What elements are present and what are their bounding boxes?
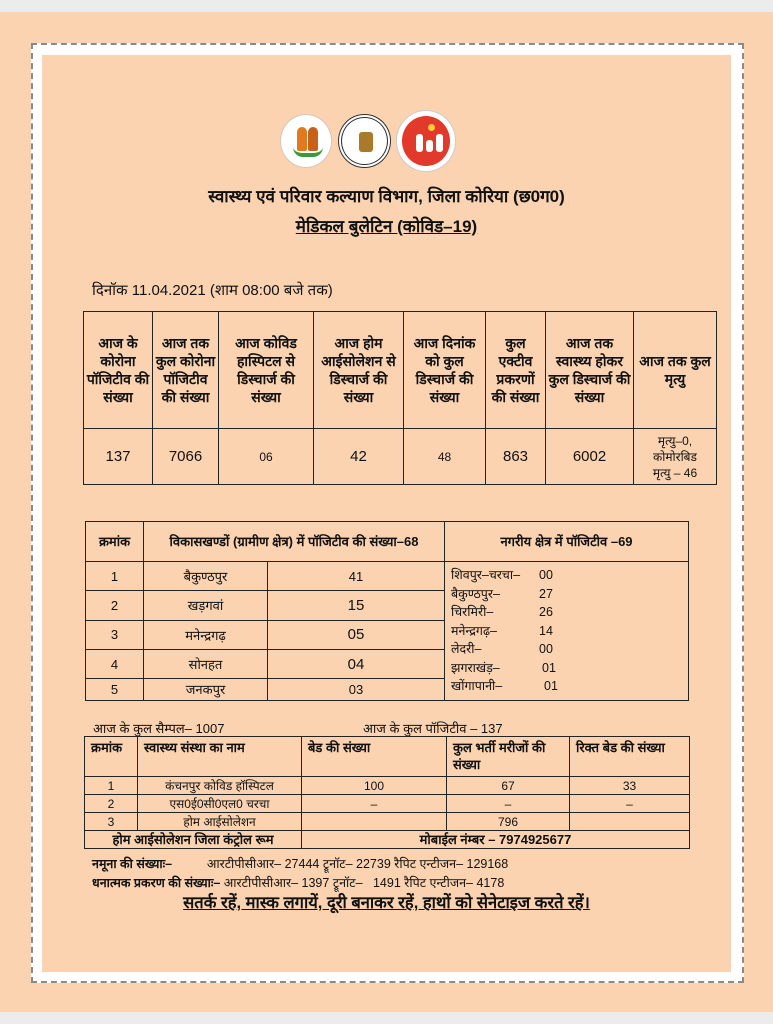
beds-cell: 100 — [302, 777, 447, 795]
admitted-cell: 796 — [447, 813, 570, 831]
positive-values: आरटीपीसीआर– 1397 ट्रूनॉट– 1491 रैपिट एन्टीजन– 4178 — [220, 876, 505, 890]
header-urban-positive: नगरीय क्षेत्र में पॉजिटीव –69 — [445, 522, 689, 562]
hospital-discharge-value: 06 — [219, 429, 314, 485]
header-active-cases: कुल एक्टीव प्रकरणों की संख्या — [486, 312, 546, 429]
admitted-cell: 67 — [447, 777, 570, 795]
header-admitted: कुल भर्ती मरीजों की संख्या — [447, 737, 570, 777]
state-emblem-icon — [338, 114, 390, 168]
block-name-cell: मनेन्द्रगढ़ — [144, 620, 268, 649]
urban-name: खोंगापानी– — [451, 679, 503, 693]
header-total-positive: आज तक कुल कोरोना पॉजिटीव की संख्या — [153, 312, 219, 429]
block-wise-table — [85, 521, 689, 701]
header-rural-positive: विकासखण्डों (ग्रामीण क्षेत्र) में पॉजिटीव की संख्या–68 — [144, 522, 445, 562]
beds-cell — [302, 813, 447, 831]
urban-item — [451, 603, 682, 622]
serial-cell: 3 — [86, 620, 144, 649]
control-room-mobile: मोबाईल नंम्बर – 7974925677 — [302, 831, 690, 849]
block-header-row — [86, 522, 689, 562]
block-name-cell: सोनहत — [144, 649, 268, 678]
urban-name: चिरमिरी– — [451, 605, 494, 619]
urban-count: 26 — [539, 605, 553, 619]
comorbid-deaths: मृत्यु – 46 — [652, 465, 698, 480]
serial-cell: 5 — [86, 679, 144, 700]
today-samples: आज के कुल सैम्पल– 1007 — [93, 721, 225, 736]
serial-cell: 3 — [85, 813, 138, 831]
vacant-cell: 33 — [570, 777, 690, 795]
table-row — [85, 777, 690, 795]
facility-name-cell: एस0ई0सी0एल0 चरचा — [138, 795, 302, 813]
block-name-cell: खड़गवां — [144, 591, 268, 620]
header-serial: क्रमांक — [85, 737, 138, 777]
today-positive-value: 137 — [84, 429, 153, 485]
block-count-cell: 04 — [268, 649, 445, 678]
urban-item — [451, 566, 682, 585]
summary-header-row — [84, 312, 717, 429]
beds-cell: – — [302, 795, 447, 813]
serial-cell: 2 — [86, 591, 144, 620]
header-today-positive: आज के कोरोना पॉजिटीव की संख्या — [84, 312, 153, 429]
table-row — [85, 795, 690, 813]
header-hospital-discharge: आज कोविड हास्पिटल से डिस्चार्ज की संख्या — [219, 312, 314, 429]
vacant-cell: – — [570, 795, 690, 813]
facility-name-cell: होम आईसोलेशन — [138, 813, 302, 831]
serial-cell: 2 — [85, 795, 138, 813]
block-count-cell: 15 — [268, 591, 445, 620]
safety-slogan — [42, 890, 731, 913]
urban-name: लेदरी– — [451, 642, 482, 656]
urban-name: शिवपुर–चरचा– — [451, 568, 521, 582]
header-total-recovered: आज तक स्वास्थ्य होकर कुल डिस्चार्ज की संख्या — [546, 312, 634, 429]
home-isolation-discharge-value: 42 — [314, 429, 404, 485]
bulletin-title — [42, 214, 731, 237]
bottom-margin-band — [0, 1012, 773, 1024]
urban-count: 00 — [539, 642, 553, 656]
bulletin-title-text: मेडिकल बुलेटिन (कोविड–19) — [295, 217, 478, 236]
facility-header-row — [85, 737, 690, 777]
header-serial: क्रमांक — [86, 522, 144, 562]
urban-item — [451, 659, 682, 678]
header-home-isolation-discharge: आज होम आईसोलेशन से डिस्चार्ज की संख्या — [314, 312, 404, 429]
table-row — [85, 813, 690, 831]
urban-list — [445, 562, 689, 701]
facility-name-cell: कंचनपुर कोविड हॉस्पिटल — [138, 777, 302, 795]
total-recovered-value: 6002 — [546, 429, 634, 485]
samples-count-line — [92, 855, 508, 872]
urban-count: 14 — [539, 623, 553, 638]
urban-name: मनेन्द्रगढ़– — [451, 623, 497, 638]
positive-count-line — [92, 874, 504, 891]
urban-item — [451, 585, 682, 604]
serial-cell: 1 — [86, 562, 144, 591]
comorbid-label: कोमोरबिड — [653, 449, 697, 464]
admitted-cell: – — [447, 795, 570, 813]
summary-table — [83, 311, 717, 485]
block-count-cell: 41 — [268, 562, 445, 591]
urban-item — [451, 622, 682, 641]
today-total-discharge-value: 48 — [404, 429, 486, 485]
total-positive-value: 7066 — [153, 429, 219, 485]
table-row — [86, 562, 689, 591]
control-room-row — [85, 831, 690, 849]
control-room-label: होम आईसोलेशन जिला कंट्रोल रूम — [85, 831, 302, 849]
header-facility-name: स्वास्थ्य संस्था का नाम — [138, 737, 302, 777]
header-vacant-beds: रिक्त बेड की संख्या — [570, 737, 690, 777]
total-deaths-value — [634, 429, 717, 485]
health-family-welfare-logo-icon — [280, 114, 332, 168]
header-total-deaths: आज तक कुल मृत्यु — [634, 312, 717, 429]
block-name-cell: बैकुण्ठपुर — [144, 562, 268, 591]
vacant-cell — [570, 813, 690, 831]
top-margin-band — [0, 0, 773, 12]
deaths-line: मृत्यु–0, — [657, 433, 693, 448]
facility-table — [84, 736, 690, 849]
block-count-cell: 03 — [268, 679, 445, 700]
national-health-mission-logo-icon — [397, 111, 455, 171]
today-positive-total: आज के कुल पॉजिटीव – 137 — [363, 721, 503, 736]
urban-name: झगराखंड़– — [451, 660, 500, 675]
urban-count: 27 — [539, 586, 553, 601]
department-heading: स्वास्थ्य एवं परिवार कल्याण विभाग, जिला कोरिया (छ0ग0) — [208, 187, 565, 206]
block-count-cell: 05 — [268, 620, 445, 649]
samples-values: आरटीपीसीआर– 27444 ट्रूनॉट– 22739 रैपिट एन्टीजन– 129168 — [172, 857, 509, 871]
urban-count: 01 — [544, 679, 558, 693]
summary-value-row — [84, 429, 717, 485]
urban-item — [451, 677, 682, 696]
urban-count: 01 — [542, 660, 556, 675]
urban-item — [451, 640, 682, 659]
active-cases-value: 863 — [486, 429, 546, 485]
header-today-total-discharge: आज दिनांक को कुल डिस्चार्ज की संख्या — [404, 312, 486, 429]
block-name-cell: जनकपुर — [144, 679, 268, 700]
logo-row — [280, 110, 455, 172]
urban-count: 00 — [539, 568, 553, 582]
urban-name: बैकुण्ठपुर– — [451, 586, 500, 601]
slogan-text: सतर्क रहें, मास्क लगायें, दूरी बनाकर रहें, हाथों को सेनेटाइज करते रहें। — [183, 894, 590, 912]
date-line: दिनॉक 11.04.2021 (शाम 08:00 बजे तक) — [92, 282, 333, 299]
header-beds: बेड की संख्या — [302, 737, 447, 777]
positive-label: धनात्मक प्रकरण की संख्याः– — [92, 876, 221, 890]
samples-label: नमूना की संख्याः– — [92, 857, 173, 871]
serial-cell: 1 — [85, 777, 138, 795]
serial-cell: 4 — [86, 649, 144, 678]
